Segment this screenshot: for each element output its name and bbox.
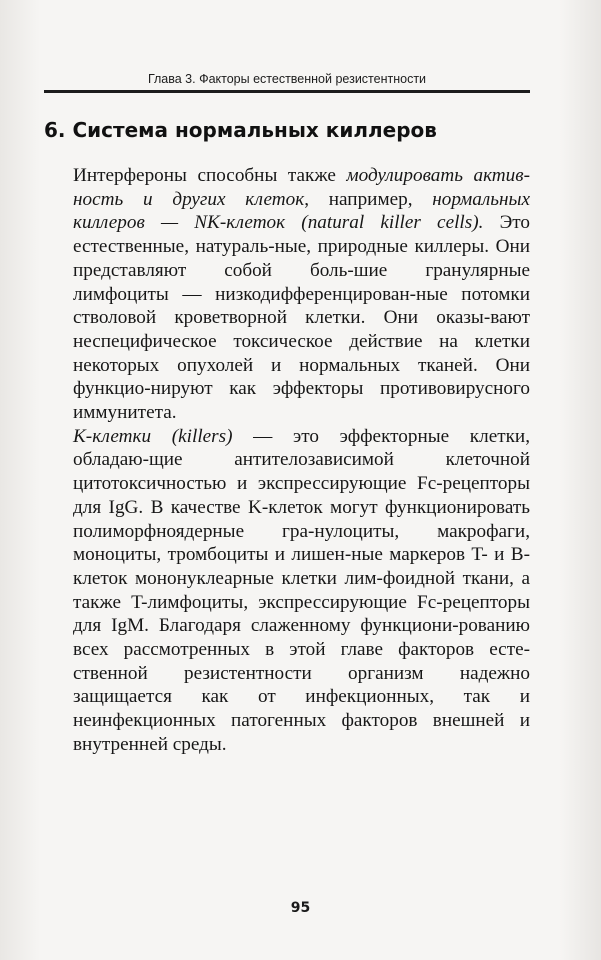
paragraph-2-italic-1: K-клетки (killers)	[73, 425, 233, 447]
body-text	[44, 164, 530, 757]
paragraph-interferons	[44, 164, 530, 425]
paragraph-1-italic-2: нормальных киллеров — NK-клеток (natural killer cells).	[73, 188, 530, 234]
paragraph-1-text-3: Это естественные, натураль-ные, природные киллеры. Они представляют собой боль-шие гранулярные лимфоциты — низкодифференцирован-ные потомки стволовой кроветворной клетки. Они оказы-вают неспецифическое токсическое действие на клетки некоторых опухолей и нормальных тканей. Они функцио-нируют как эффекторы противовирусного иммунитета.	[73, 212, 530, 424]
paragraph-2-text-1: — это эффекторные клетки, обладаю-щие антителозависимой клеточной цитотоксичностью и экспрессирующие Fc-рецепторы для IgG. В качестве K-клеток могут функционировать полиморфноядерные гра-нулоциты, макрофаги, моноциты, тромбоциты и лишен-ные маркеров T- и B-клеток мононуклеарные клетки лим-фоидной ткани, а также T-лимфоциты, экспрессирующие Fc-рецепторы для IgM. Благодаря слаженному функциони-рованию всех рассмотренных в этой главе факторов есте-ственной резистентности организм надежно защищается как от инфекционных, так и неинфекционных патогенных факторов внешней и внутренней среды.	[73, 425, 530, 755]
page-number: 95	[290, 900, 311, 916]
paragraph-1-text-1: Интерфероны способны также	[73, 165, 347, 186]
paragraph-k-cells	[44, 425, 530, 757]
paragraph-1-italic-1: модулировать актив-ность и других клеток	[73, 165, 530, 210]
section-title: 6. Система нормальных киллеров	[44, 118, 437, 142]
running-head: Глава 3. Факторы естественной резистентности	[147, 72, 427, 86]
paragraph-1-text-2: , например,	[304, 188, 433, 210]
header-rule	[44, 90, 530, 93]
